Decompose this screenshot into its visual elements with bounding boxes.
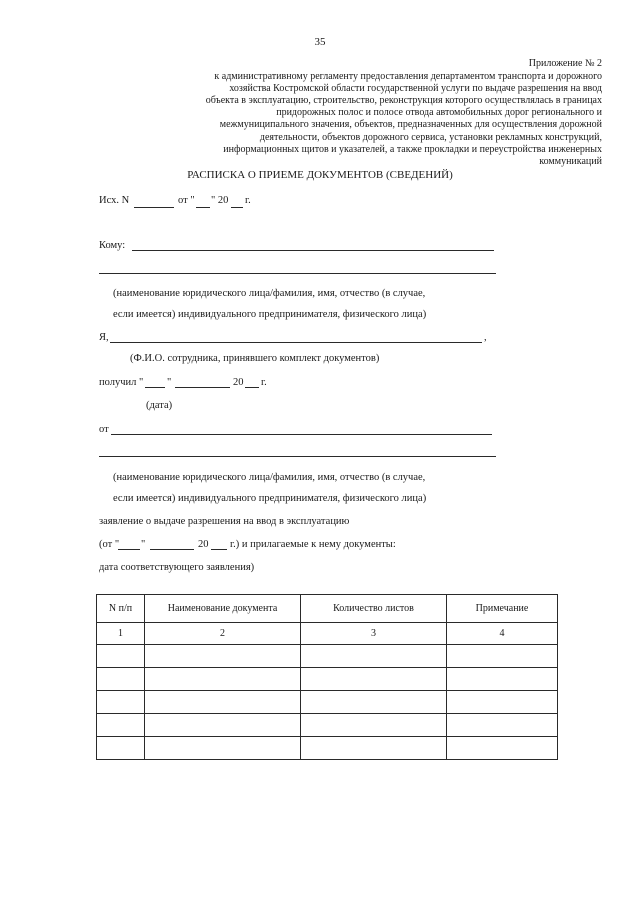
ref-suffix: г. (245, 195, 251, 206)
from-label: от (99, 424, 109, 435)
table-cell[interactable] (301, 691, 447, 714)
received-month-blank[interactable] (175, 387, 230, 388)
ref-from: от " (178, 195, 195, 206)
table-row (97, 668, 558, 691)
col-header-sheets: Количество листов (301, 595, 447, 623)
statement-line: заявление о выдаче разрешения на ввод в эксплуатацию (99, 516, 350, 527)
ref-number-blank[interactable] (134, 207, 174, 208)
i-comma: , (484, 332, 487, 343)
table-cell[interactable] (97, 645, 145, 668)
table-cell[interactable] (301, 737, 447, 760)
table-cell[interactable] (301, 714, 447, 737)
from-blank-2[interactable] (99, 456, 496, 457)
statement-date-note: дата соответствующего заявления) (99, 562, 255, 573)
statement-day-blank[interactable] (118, 549, 140, 550)
table-number-row (97, 623, 558, 645)
col-header-note: Примечание (447, 595, 558, 623)
received-year: 20 (233, 377, 244, 388)
table-cell[interactable] (301, 645, 447, 668)
to-blank[interactable] (132, 250, 494, 251)
table-cell[interactable] (145, 691, 301, 714)
table-cell[interactable] (447, 714, 558, 737)
employee-name-blank[interactable] (110, 342, 482, 343)
document-title: РАСПИСКА О ПРИЕМЕ ДОКУМЕНТОВ (СВЕДЕНИЙ) (187, 169, 453, 181)
from-caption: (наименование юридического лица/фамилия, имя, отчество (в случае, (113, 472, 426, 483)
appendix-line: коммуникаций (539, 156, 602, 167)
appendix-line: к административному регламенту предоставления департаментом транспорта и дорожного (214, 71, 602, 82)
appendix-line: деятельности, объектов дорожного сервиса, установки рекламных конструкций, (259, 132, 602, 143)
date-caption: (дата) (146, 400, 173, 411)
employee-caption: (Ф.И.О. сотрудника, принявшего комплект документов) (130, 353, 380, 364)
to-label: Кому: (99, 240, 126, 251)
statement-year-blank[interactable] (211, 549, 227, 550)
table-cell[interactable] (145, 645, 301, 668)
appendix-line: информационных щитов и указателей, а также прокладки и переустройства инженерных (223, 144, 602, 155)
received-quote: " (167, 377, 172, 388)
col-index: 2 (145, 623, 301, 645)
table-cell[interactable] (97, 668, 145, 691)
table-cell[interactable] (447, 737, 558, 760)
received-suffix: г. (261, 377, 267, 388)
table-cell[interactable] (145, 714, 301, 737)
received-year-blank[interactable] (245, 387, 259, 388)
table-row (97, 645, 558, 668)
ref-day-blank[interactable] (196, 207, 210, 208)
appendix-line: объекта в эксплуатацию, строительство, реконструкция которого осуществлялась в границах (205, 95, 602, 106)
ref-year-blank[interactable] (231, 207, 243, 208)
i-label: Я, (99, 332, 109, 343)
statement-suffix: г.) и прилагаемые к нему документы: (230, 539, 396, 550)
statement-year: 20 (198, 539, 209, 550)
table-row (97, 714, 558, 737)
ref-prefix: Исх. N (99, 195, 130, 206)
col-header-document: Наименование документа (145, 595, 301, 623)
table-cell[interactable] (447, 691, 558, 714)
col-index: 3 (301, 623, 447, 645)
col-index: 4 (447, 623, 558, 645)
appendix-label: Приложение № 2 (528, 58, 602, 69)
from-caption: если имеется) индивидуального предпринимателя, физического лица) (113, 493, 427, 504)
table-cell[interactable] (145, 737, 301, 760)
table-row (97, 691, 558, 714)
table-cell[interactable] (97, 714, 145, 737)
table-cell[interactable] (447, 668, 558, 691)
statement-quote: " (141, 539, 146, 550)
to-caption: если имеется) индивидуального предпринимателя, физического лица) (113, 309, 427, 320)
received-day-blank[interactable] (145, 387, 165, 388)
table-cell[interactable] (97, 691, 145, 714)
table-header-row (97, 595, 558, 623)
table-cell[interactable] (447, 645, 558, 668)
page-number: 35 (314, 36, 326, 48)
to-caption: (наименование юридического лица/фамилия, имя, отчество (в случае, (113, 288, 426, 299)
appendix-line: межмуниципального значения, объектов, предназначенных для осуществления дорожной (219, 119, 602, 130)
statement-month-blank[interactable] (150, 549, 194, 550)
ref-year: " 20 (211, 195, 229, 206)
table-cell[interactable] (301, 668, 447, 691)
table-row (97, 737, 558, 760)
documents-table (96, 594, 558, 760)
received-label: получил " (99, 377, 144, 388)
from-blank[interactable] (111, 434, 492, 435)
appendix-line: придорожных полос и полосе отвода автомобильных дорог регионального и (276, 107, 602, 118)
col-index: 1 (97, 623, 145, 645)
table-cell[interactable] (145, 668, 301, 691)
appendix-line: хозяйства Костромской области государственной услуги по выдаче разрешения на ввод (229, 83, 602, 94)
statement-from: (от " (99, 539, 120, 550)
table-cell[interactable] (97, 737, 145, 760)
to-blank-2[interactable] (99, 273, 496, 274)
col-header-number: N п/п (97, 595, 145, 623)
